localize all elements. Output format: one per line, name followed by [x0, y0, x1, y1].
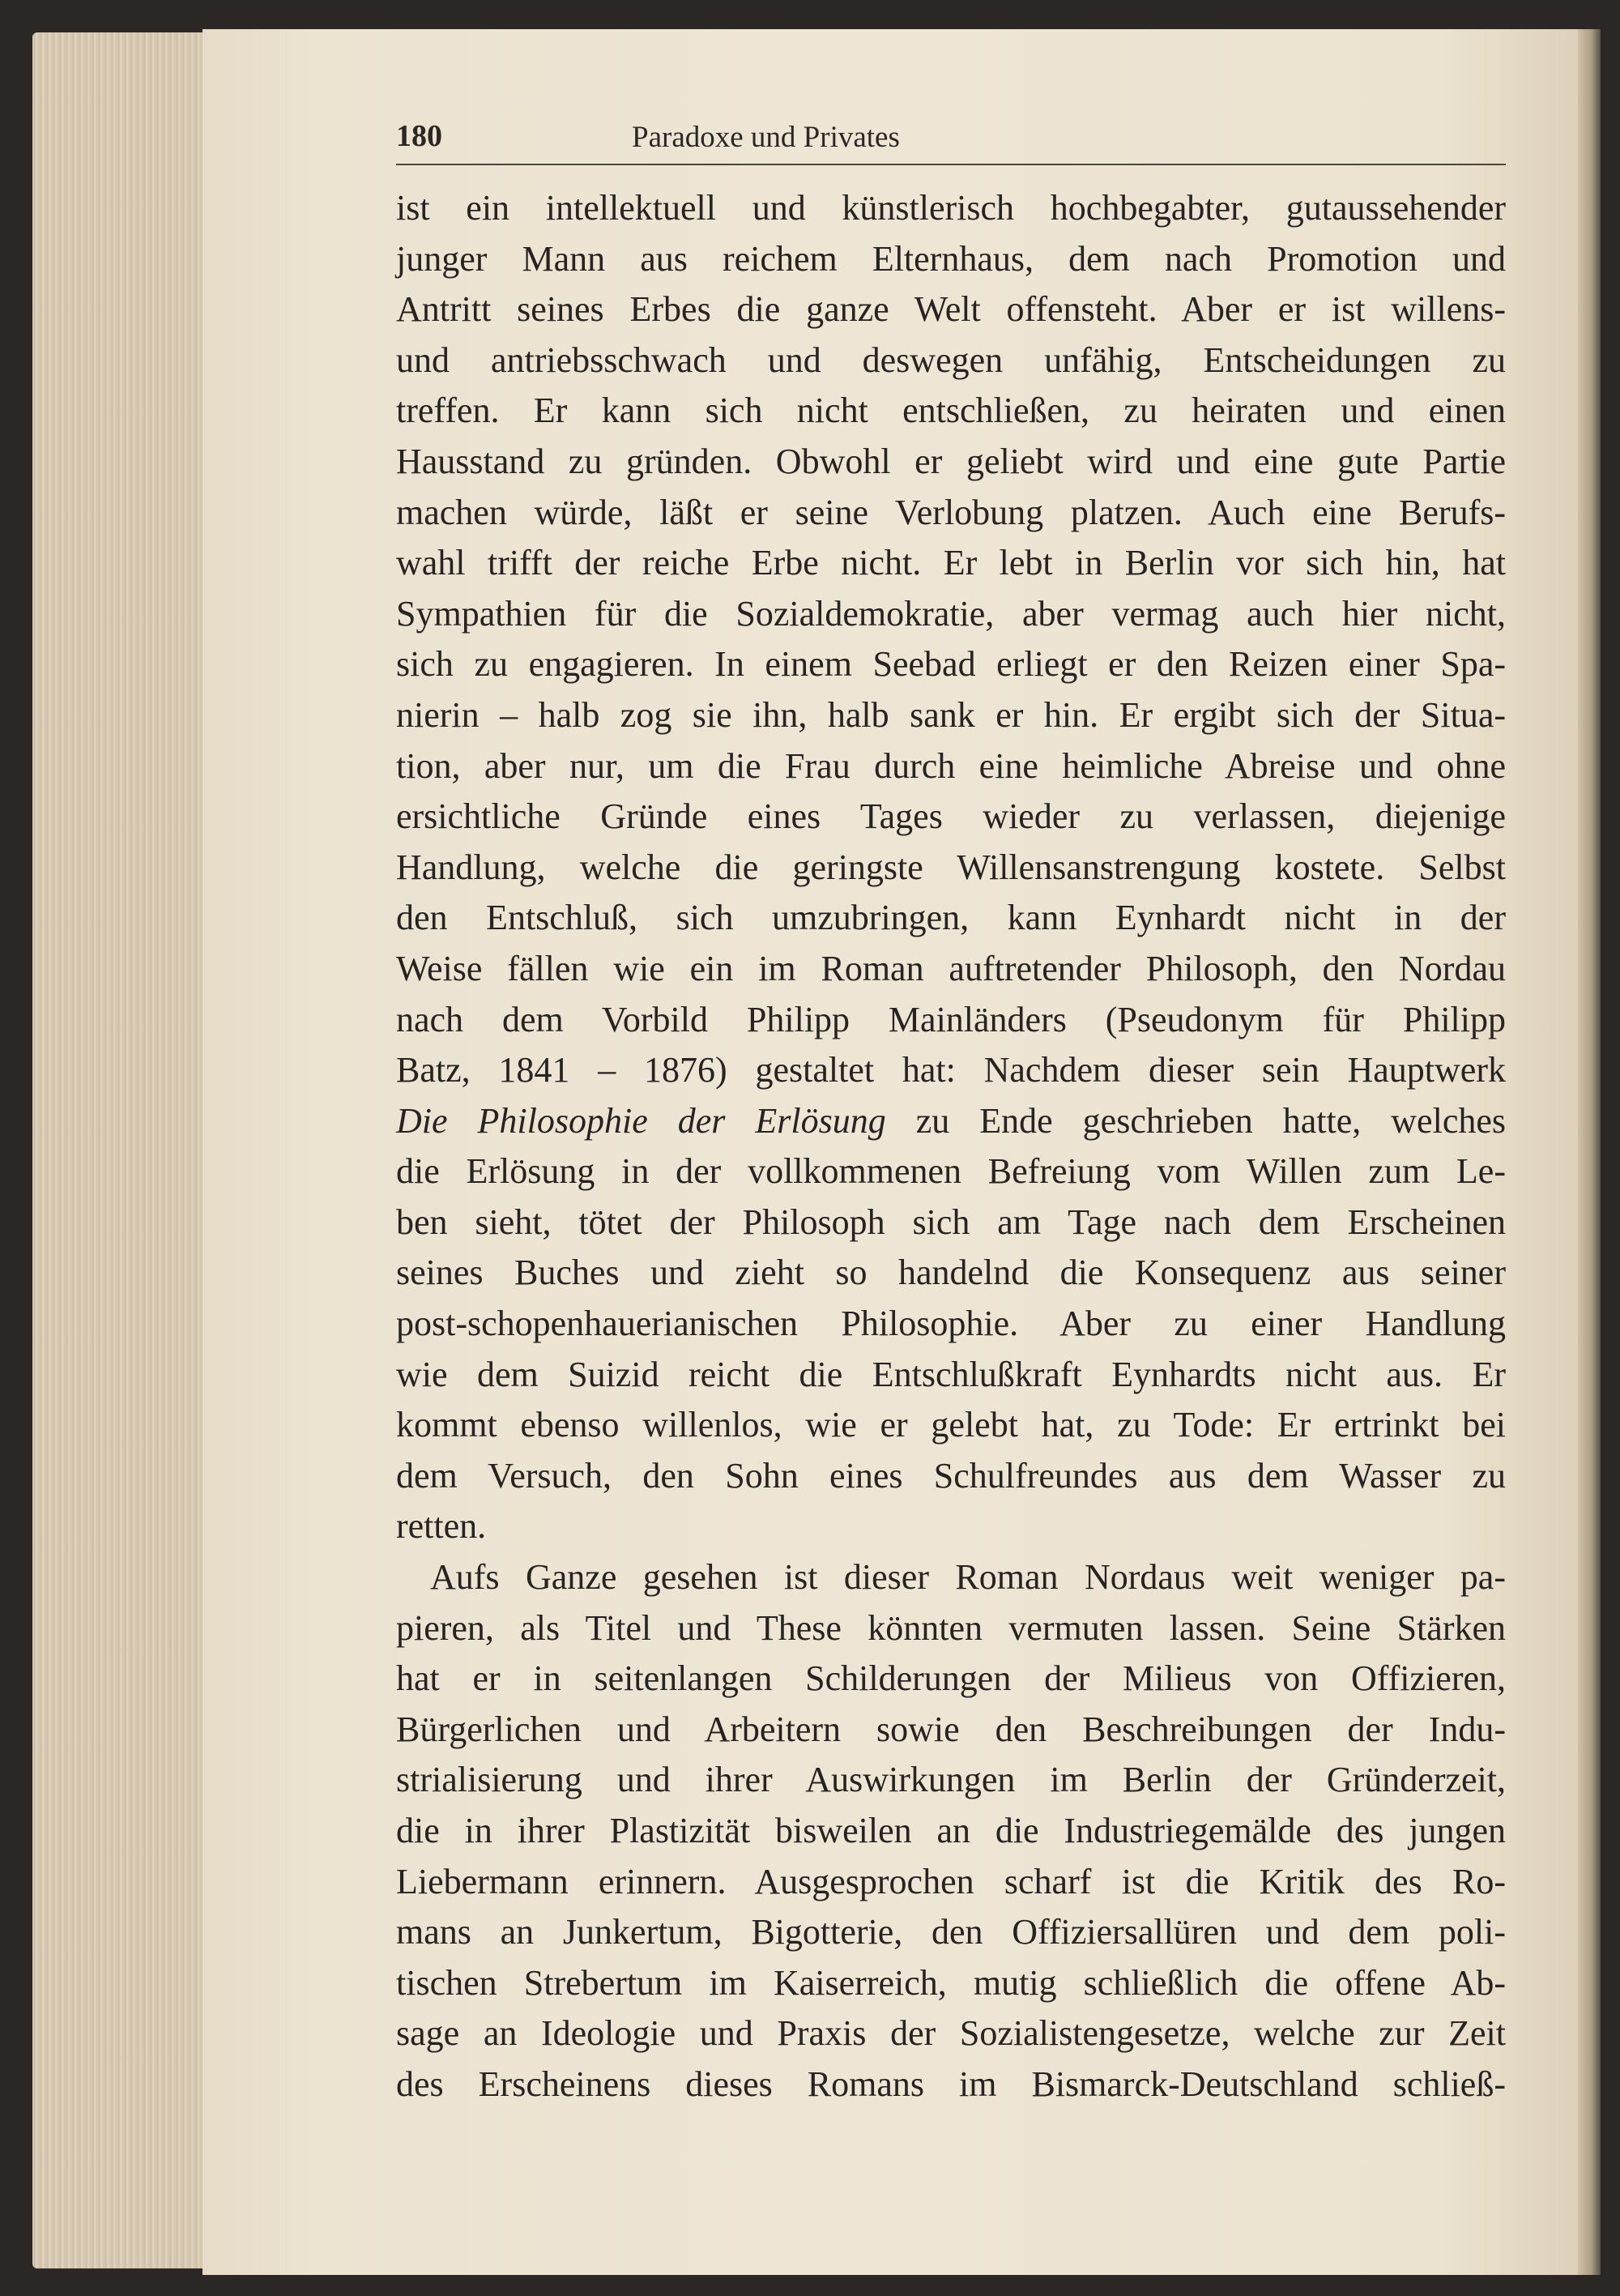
book-spine-shadow — [1578, 29, 1601, 2275]
running-title: Paradoxe und Privates — [632, 121, 900, 154]
text-line: des Erscheinens dieses Romans im Bismarck-Deutschland schließ- — [396, 2063, 1506, 2104]
text-line: dem Versuch, den Sohn eines Schulfreundes aus dem Wasser zu — [396, 1455, 1506, 1496]
text-line: die in ihrer Plastizität bisweilen an die Industriegemälde des jungen — [396, 1811, 1506, 1850]
text-line: nierin – halb zog sie ihn, halb sank er hin. Er ergibt sich der Situa- — [396, 694, 1506, 735]
text-line: kommt ebenso willenlos, wie er gelebt hat, zu Tode: Er ertrinkt bei — [396, 1405, 1506, 1445]
text-line: ersichtliche Gründe eines Tages wieder zu verlassen, diejenige — [396, 796, 1506, 837]
text-line-paragraph-end: retten. — [396, 1506, 487, 1547]
text-line: die Erlösung in der vollkommenen Befreiung vom Willen zum Le- — [396, 1151, 1506, 1192]
text-line: Handlung, welche die geringste Willensanstrengung kostete. Selbst — [396, 847, 1506, 887]
text-line: Bürgerlichen und Arbeitern sowie den Beschreibungen der Indu- — [396, 1709, 1506, 1749]
text-line: Hausstand zu gründen. Obwohl er geliebt wird und eine gute Partie — [396, 441, 1506, 481]
book-page-edges — [32, 32, 207, 2268]
text-line: nach dem Vorbild Philipp Mainländers (Pseudonym für Philipp — [396, 999, 1506, 1039]
text-line: den Entschluß, sich umzubringen, kann Eynhardt nicht in der — [396, 898, 1506, 938]
text-line: post-schopenhauerianischen Philosophie. Aber zu einer Handlung — [396, 1304, 1506, 1344]
text-line: machen würde, läßt er seine Verlobung platzen. Auch eine Berufs- — [396, 492, 1506, 532]
text-line: hat er in seitenlangen Schilderungen der Milieus von Offizieren, — [396, 1658, 1506, 1699]
text-line: Batz, 1841 – 1876) gestaltet hat: Nachdem dieser sein Hauptwerk — [396, 1050, 1506, 1090]
text-line: treffen. Er kann sich nicht entschließen, zu heiraten und einen — [396, 390, 1506, 431]
text-line: sich zu engagieren. In einem Seebad erliegt er den Reizen einer Spa- — [396, 644, 1506, 685]
page-header — [396, 113, 1506, 165]
text-line: Antritt seines Erbes die ganze Welt offensteht. Aber er ist willens- — [396, 289, 1506, 330]
text-line: ben sieht, tötet der Philosoph sich am Tage nach dem Erscheinen — [396, 1201, 1506, 1242]
text-line: seines Buches und zieht so handelnd die Konsequenz aus seiner — [396, 1253, 1506, 1293]
text-line-rest: zu Ende geschrieben hatte, welches — [885, 1100, 1506, 1141]
text-line: Liebermann erinnern. Ausgesprochen scharf ist die Kritik des Ro- — [396, 1861, 1506, 1901]
text-line: mans an Junkertum, Bigotterie, den Offiziersallüren und dem poli- — [396, 1912, 1506, 1952]
text-line: tischen Strebertum im Kaiserreich, mutig schließlich die offene Ab- — [396, 1962, 1506, 2003]
text-line: Weise fällen wie ein im Roman auftretender Philosoph, den Nordau — [396, 948, 1506, 988]
book-title-italic: Die Philosophie der Erlösung — [396, 1100, 886, 1141]
text-line: sage an Ideologie und Praxis der Sozialistengesetze, welche zur Zeit — [396, 2013, 1506, 2054]
body-text — [396, 183, 1506, 2110]
text-line: und antriebsschwach und deswegen unfähig, Entscheidungen zu — [396, 339, 1506, 380]
text-line: ist ein intellektuell und künstlerisch hochbegabter, gutaussehender — [396, 188, 1506, 228]
text-line: wahl trifft der reiche Erbe nicht. Er lebt in Berlin vor sich hin, hat — [396, 543, 1506, 583]
text-line-with-title — [396, 1096, 1506, 1147]
page-number: 180 — [396, 119, 442, 153]
text-line: wie dem Suizid reicht die Entschlußkraft Eynhardts nicht aus. Er — [396, 1354, 1506, 1394]
text-line: pieren, als Titel und These könnten vermuten lassen. Seine Stärken — [396, 1607, 1506, 1648]
text-line: Sympathien für die Sozialdemokratie, aber vermag auch hier nicht, — [396, 593, 1506, 634]
text-line: junger Mann aus reichem Elternhaus, dem nach Promotion und — [396, 238, 1506, 279]
text-line: strialisierung und ihrer Auswirkungen im Berlin der Gründerzeit, — [396, 1760, 1506, 1800]
text-line-paragraph-start: Aufs Ganze gesehen ist dieser Roman Nordaus weit weniger pa- — [430, 1557, 1506, 1598]
text-line: tion, aber nur, um die Frau durch eine heimliche Abreise und ohne — [396, 745, 1506, 786]
